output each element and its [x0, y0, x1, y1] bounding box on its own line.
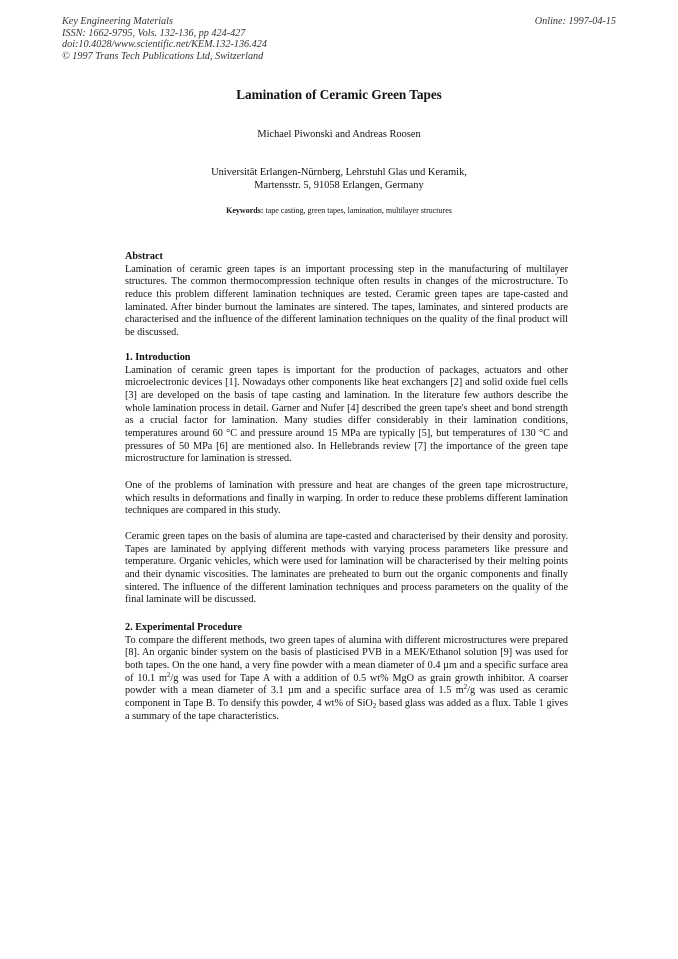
subscript-c: 2: [372, 701, 377, 710]
introduction-section: [125, 352, 568, 466]
publication-header: [62, 16, 267, 62]
keywords: [0, 206, 678, 215]
experimental-heading: 2. Experimental Procedure: [125, 622, 243, 633]
online-date: Online: 1997-04-15: [534, 16, 616, 27]
authors: Michael Piwonski and Andreas Roosen: [257, 129, 421, 140]
introduction-paragraph-2-block: [125, 480, 568, 518]
introduction-paragraph-1: Lamination of ceramic green tapes is important for the production of packages, actuators and other microelectronic devices [1]. Nowadays other components like heat exchangers [2] and solid oxide fuel cells [3] are developed on the basis of tape casting and lamination. In the literature few authors describe the whole lamination process in detail. Garner and Nufer [4] described the green tape's sheet and bond strength as a crucial factor for lamination. Many studies differ considerably in their lamination conditions, temperatures around 60 °C and pressure around 15 MPa are typically [5], but temperatures of 130 °C and pressures of 50 MPa [6] are mentioned also. In Hellebrands review [7] the importance of the green tape microstructure for lamination is stressed.: [125, 364, 568, 465]
experimental-paragraph: [125, 635, 568, 724]
experimental-text-c: /g was used as ceramic component in Tape B. To densify this powder, 4 wt% of SiO: [125, 685, 568, 709]
abstract-section: [125, 251, 568, 340]
experimental-section: [125, 622, 568, 723]
introduction-paragraph-3: Ceramic green tapes on the basis of alumina are tape-casted and characterised by their density and porosity. Tapes are laminated by applying different methods with varying process parameters like pressure and temperature. Organic vehicles, which were used for lamination will be characterised by their melting points and their dynamic viscosities. The laminates are preheated to burn out the organic components and finally sintered. The influence of the different lamination techniques and process parameters on the quality of the final laminate will be discussed.: [125, 531, 568, 606]
doi-line: doi:10.4028/www.scientific.net/KEM.132-136.424: [62, 39, 267, 51]
experimental-text-b: /g was used for Tape A with a addition of 0.5 wt% MgO as grain growth inhibitor. A coarser powder with a mean diameter of 3.1 µm and a specific surface area of 1.5 m: [125, 672, 568, 697]
superscript-a: 2: [166, 670, 171, 679]
experimental-text-a: To compare the different methods, two green tapes of alumina with different microstructures were prepared [8]. An organic binder system on the basis of plasticised PVB in a MEK/Ethanol solution [9] was used for both tapes. On the one hand, a very fine powder with a mean diameter of 0.4 µm and a specific surface area of 10.1 m: [125, 634, 568, 684]
abstract-heading: Abstract: [125, 251, 163, 262]
copyright-line: © 1997 Trans Tech Publications Ltd, Switzerland: [62, 50, 264, 62]
paper-title: Lamination of Ceramic Green Tapes: [236, 87, 442, 102]
keywords-label: Keywords:: [226, 206, 264, 215]
issn-line: ISSN: 1662-9795, Vols. 132-136, pp 424-427: [62, 27, 246, 39]
introduction-paragraph-2: One of the problems of lamination with pressure and heat are changes of the green tape microstructure, which results in deformations and finally in warping. In order to reduce these problems different lamination techniques are compared in this study.: [125, 480, 568, 517]
affiliation-line-2: Martensstr. 5, 91058 Erlangen, Germany: [254, 179, 424, 191]
affiliation-line-1: Universität Erlangen-Nürnberg, Lehrstuhl Glas und Keramik,: [211, 167, 467, 178]
experimental-text-d: based glass was added as a flux. Table 1 gives a summary of the tape characteristics.: [125, 697, 568, 722]
keywords-text: tape casting, green tapes, lamination, multilayer structures: [265, 206, 452, 215]
introduction-heading: 1. Introduction: [125, 352, 191, 363]
abstract-text: Lamination of ceramic green tapes is an important processing step in the manufacturing of multilayer structures. The common thermocompression technique often results in changes of the microstructure. To reduce this problem different lamination techniques are tested. Ceramic green tapes are tape-casted and laminated. After binder burnout the laminates are sintered. The tapes, laminates, and sintered products are characterised and the influence of the different lamination techniques on the quality of the final product will be discussed.: [125, 263, 568, 338]
journal-name: Key Engineering Materials: [62, 16, 173, 27]
introduction-paragraph-3-block: [125, 531, 568, 607]
superscript-b: 2: [463, 683, 468, 692]
affiliation: [0, 167, 678, 192]
